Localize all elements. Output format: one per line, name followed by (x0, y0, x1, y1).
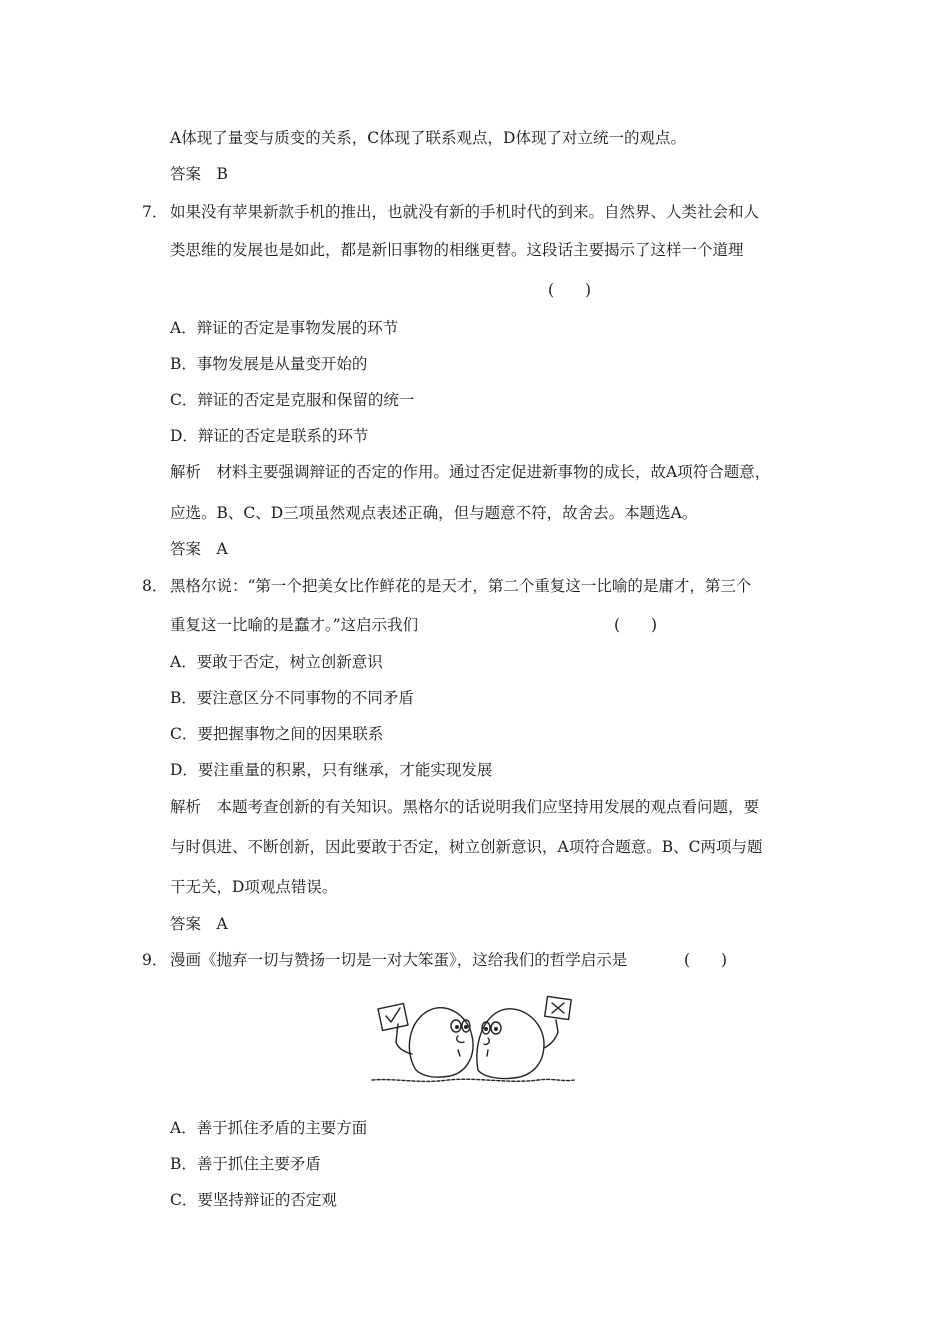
question-7-answer: 答案 A (170, 540, 228, 558)
question-8-answer: 答案 A (170, 915, 228, 933)
question-7-option-d: D．辩证的否定是联系的环节 (170, 427, 369, 445)
question-7-number: 7． (142, 203, 168, 221)
question-8-option-d: D．要注重量的积累，只有继承，才能实现发展 (170, 761, 493, 779)
question-9-option-b: B．善于抓住主要矛盾 (170, 1155, 321, 1173)
question-8-analysis-line2: 与时俱进、不断创新，因此要敢于否定，树立创新意识，A项符合题意。B、C两项与题 (170, 838, 763, 856)
check-mark-icon (386, 1008, 400, 1022)
question-7-stem-line2: 类思维的发展也是如此，都是新旧事物的相继更替。这段话主要揭示了这样一个道理 (170, 241, 744, 259)
question-8-stem-line2: 重复这一比喻的是蠢才。”这启示我们 (170, 616, 419, 634)
question-8-option-b: B．要注意区分不同事物的不同矛盾 (170, 689, 414, 707)
question-7-option-c: C．辩证的否定是克服和保留的统一 (170, 391, 415, 409)
ground-line (372, 1079, 574, 1081)
question-8-number: 8． (142, 577, 168, 595)
question-9-option-c: C．要坚持辩证的否定观 (170, 1191, 337, 1209)
question-9-number: 9． (142, 951, 168, 969)
question-7-analysis-line2: 应选。B、C、D三项虽然观点表述正确，但与题意不符，故舍去。本题选A。 (170, 504, 698, 522)
check-sign (378, 1004, 408, 1031)
question-9-option-a: A．善于抓住矛盾的主要方面 (170, 1119, 368, 1137)
question-8-analysis-line1: 解析 本题考查创新的有关知识。黑格尔的话说明我们应坚持用发展的观点看问题，要 (170, 798, 760, 816)
cartoon-two-eggs (368, 992, 578, 1088)
question-8-stem-line1: 黑格尔说：“第一个把美女比作鲜花的是天才，第二个重复这一比喻的是庸才，第三个 (170, 577, 752, 595)
analysis-continuation: A体现了量变与质变的关系，C体现了联系观点，D体现了对立统一的观点。 (170, 129, 686, 147)
question-7-stem-line1: 如果没有苹果新款手机的推出，也就没有新的手机时代的到来。自然界、人类社会和人 (170, 203, 760, 221)
question-7-option-a: A．辩证的否定是事物发展的环节 (170, 319, 399, 337)
answer-q6: 答案 B (170, 165, 228, 183)
question-7-answer-blank: ( ) (548, 281, 592, 299)
question-8-option-a: A．要敢于否定，树立创新意识 (170, 653, 383, 671)
question-8-analysis-line3: 干无关，D项观点错误。 (170, 878, 338, 896)
question-7-analysis-line1: 解析 材料主要强调辩证的否定的作用。通过否定促进新事物的成长，故A项符合题意， (170, 463, 771, 481)
question-8-option-c: C．要把握事物之间的因果联系 (170, 725, 384, 743)
cross-mark-icon (552, 1003, 564, 1013)
question-9-stem: 漫画《抛弃一切与赞扬一切是一对大笨蛋》，这给我们的哲学启示是 (170, 951, 628, 969)
question-7-option-b: B．事物发展是从量变开始的 (170, 355, 368, 373)
question-8-answer-blank: ( ) (614, 616, 658, 634)
question-9-answer-blank: ( ) (684, 951, 728, 969)
